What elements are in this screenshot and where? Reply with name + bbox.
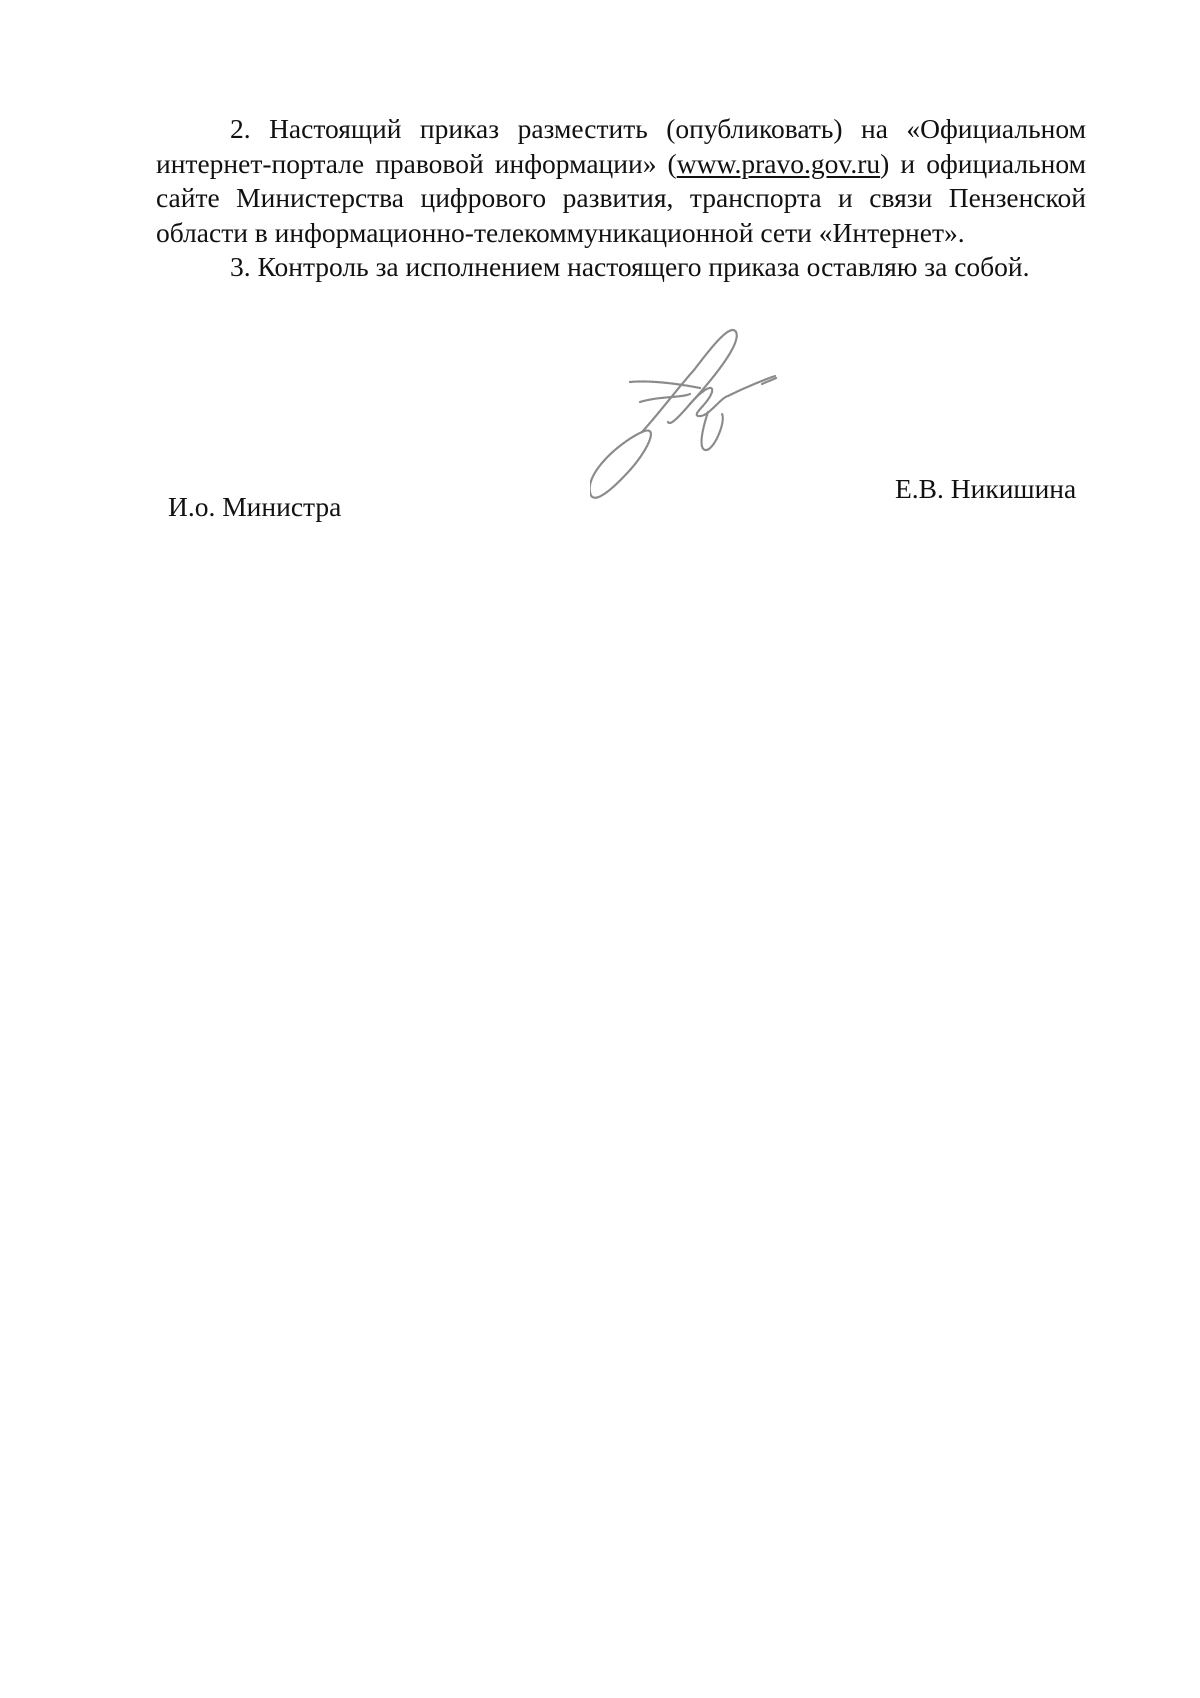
handwritten-signature xyxy=(590,322,830,522)
paragraph-2 xyxy=(156,112,1086,250)
paragraph-2-text-end: ) и официальном сайте Министерства цифрового развития, транспорта и связи Пензенской области в информационно-телекоммуникационной сети «Интернет». xyxy=(156,147,1086,248)
paragraph-3: 3. Контроль за исполнением настоящего приказа оставляю за собой. xyxy=(230,251,1030,282)
signatory-name: Е.В. Никишина xyxy=(895,473,1077,504)
paragraph-2-text-start: 2. Настоящий приказ разместить (опубликовать) на «Официальном интернет-портале правовой информации» ( xyxy=(156,113,1086,179)
document-body xyxy=(156,112,1086,285)
signatory-position: И.о. Министра xyxy=(168,491,342,522)
pravo-gov-link[interactable]: www.pravo.gov.ru xyxy=(676,147,881,179)
